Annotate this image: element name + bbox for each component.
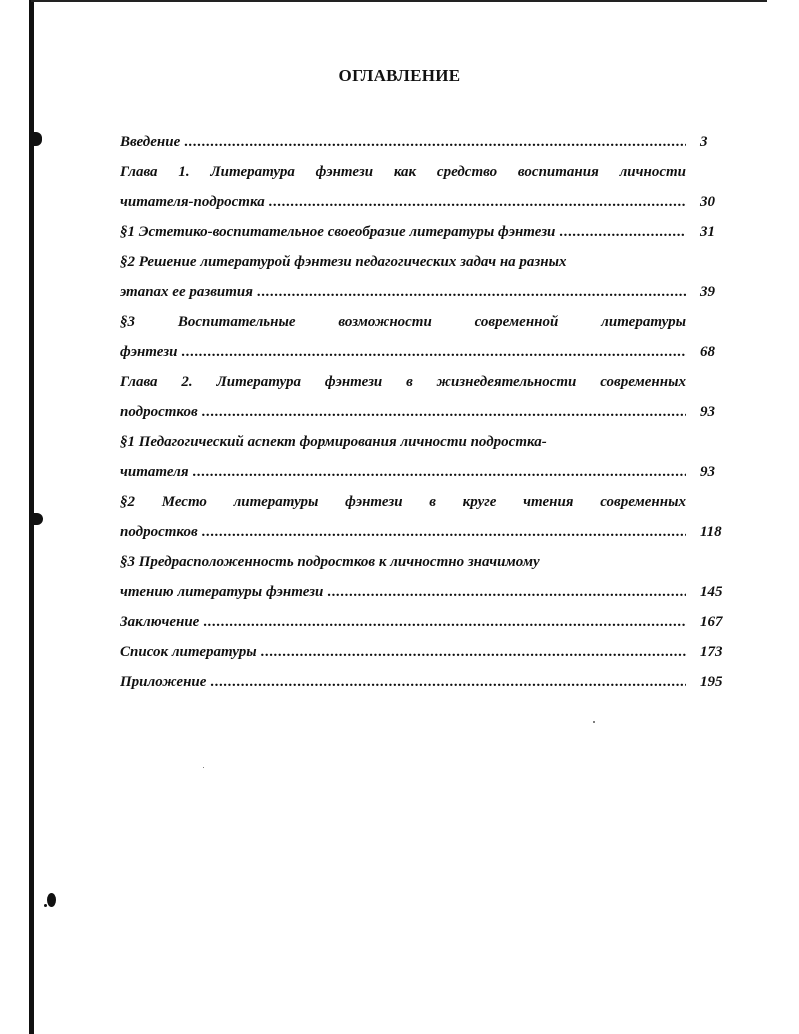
- toc-entry-title: этапах ее развития .....: [120, 277, 686, 307]
- scan-speck: [203, 767, 204, 768]
- table-of-contents: [120, 127, 730, 697]
- toc-entry[interactable]: [120, 607, 730, 637]
- toc-entry-title: Введение .....: [120, 127, 686, 157]
- scan-speck: [593, 721, 595, 723]
- toc-entry-title: Список литературы .....: [120, 637, 686, 667]
- toc-entry-page-number: 167: [700, 614, 723, 630]
- scan-border-top: [31, 0, 767, 2]
- toc-entry[interactable]: [120, 127, 730, 157]
- toc-entry-title: §2 Решение литературой фэнтези педагогических задач на разных: [120, 254, 567, 270]
- toc-entry-title: §2 Место литературы фэнтези в круге чтения современных: [120, 494, 686, 510]
- toc-entry[interactable]: [120, 427, 730, 457]
- page-title: ОГЛАВЛЕНИЕ: [338, 66, 461, 85]
- toc-entry-title: §1 Педагогический аспект формирования личности подростка-: [120, 434, 547, 450]
- toc-entry-page-number: 39: [700, 284, 715, 300]
- binding-hole-mark: [34, 132, 42, 146]
- toc-entry-title: Глава 2. Литература фэнтези в жизнедеятельности современных: [120, 374, 686, 390]
- toc-entry-page-number: 173: [700, 644, 723, 660]
- toc-entry-title: Приложение .....: [120, 667, 686, 697]
- toc-entry[interactable]: [120, 637, 730, 667]
- toc-entry-title: подростков .....: [120, 397, 686, 427]
- toc-entry[interactable]: [120, 247, 730, 277]
- toc-entry-page-number: 93: [700, 464, 715, 480]
- toc-entry-page-number: 3: [700, 134, 708, 150]
- toc-entry[interactable]: [120, 337, 730, 367]
- toc-entry-page-number: 195: [700, 674, 723, 690]
- toc-entry-title: фэнтези .....: [120, 337, 686, 367]
- toc-entry-title: §1 Эстетико-воспитательное своеобразие литературы фэнтези .....: [120, 217, 686, 247]
- toc-entry-title: Заключение .....: [120, 607, 686, 637]
- toc-entry[interactable]: [120, 367, 730, 397]
- toc-entry-title: Глава 1. Литература фэнтези как средство воспитания личности: [120, 164, 686, 180]
- toc-entry[interactable]: [120, 277, 730, 307]
- toc-entry-title: §3 Предрасположенность подростков к личностно значимому: [120, 554, 540, 570]
- toc-entry-title: чтению литературы фэнтези .....: [120, 577, 686, 607]
- toc-entry[interactable]: [120, 187, 730, 217]
- toc-entry-page-number: 145: [700, 584, 723, 600]
- binding-hole-mark: [34, 513, 43, 525]
- toc-entry-title: читателя .....: [120, 457, 686, 487]
- toc-entry[interactable]: [120, 547, 730, 577]
- toc-entry[interactable]: [120, 157, 730, 187]
- binding-hole-mark: [47, 893, 56, 907]
- toc-entry-page-number: 30: [700, 194, 715, 210]
- scan-speck: [44, 904, 47, 907]
- toc-entry[interactable]: [120, 307, 730, 337]
- toc-entry[interactable]: [120, 487, 730, 517]
- toc-entry-page-number: 68: [700, 344, 715, 360]
- toc-entry-title: §3 Воспитательные возможности современной литературы: [120, 314, 686, 330]
- toc-entry[interactable]: [120, 397, 730, 427]
- toc-entry[interactable]: [120, 577, 730, 607]
- toc-entry-page-number: 93: [700, 404, 715, 420]
- toc-entry-title: читателя-подростка .....: [120, 187, 686, 217]
- toc-entry[interactable]: [120, 217, 730, 247]
- toc-entry-title: подростков .....: [120, 517, 686, 547]
- toc-entry-page-number: 118: [700, 524, 722, 540]
- toc-entry-page-number: 31: [700, 224, 715, 240]
- toc-entry[interactable]: [120, 457, 730, 487]
- toc-entry[interactable]: [120, 667, 730, 697]
- toc-entry[interactable]: [120, 517, 730, 547]
